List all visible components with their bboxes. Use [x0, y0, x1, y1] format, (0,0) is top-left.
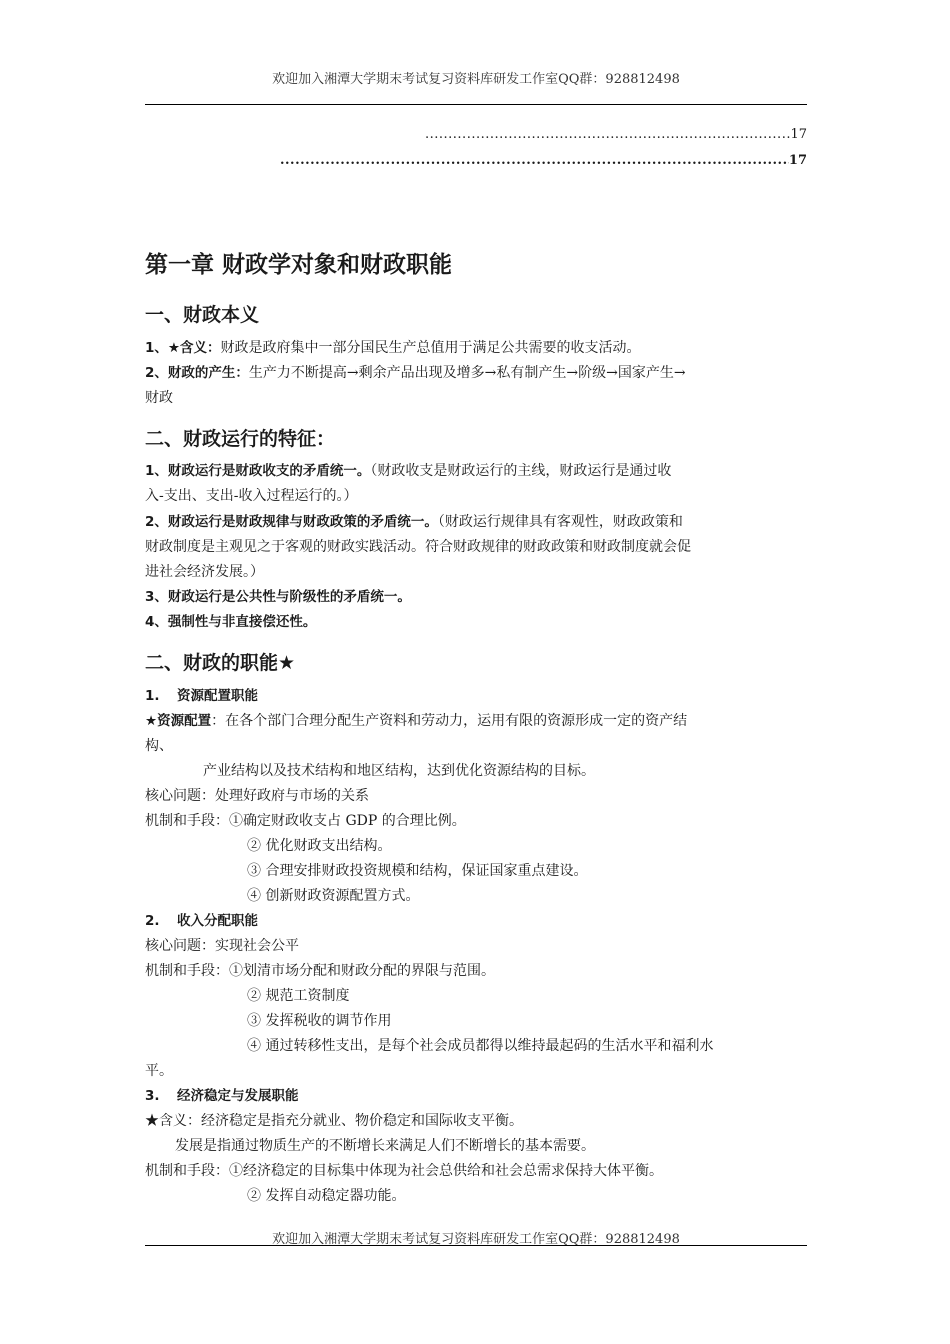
footer-divider	[145, 1245, 807, 1246]
term-text: ：在各个部门合理分配生产资料和劳动力，运用有限的资源形成一定的资产结	[211, 713, 688, 729]
term-label: ★资源配置	[145, 713, 212, 729]
item-text: 财政是政府集中一部分国民生产总值用于满足公共需要的收支活动。	[220, 340, 641, 356]
page-header: 欢迎加入湘潭大学期末考试复习资料库研发工作室QQ群：928812498	[272, 72, 680, 87]
mechanism-item: ② 发挥自动稳定器功能。	[247, 1188, 406, 1204]
item-text: （财政运行规律具有客观性，财政政策和	[437, 514, 683, 530]
section-title: 一、财政本义	[145, 304, 260, 326]
subsection-number: 2.	[145, 913, 160, 929]
mechanism-item: ④ 创新财政资源配置方式。	[247, 888, 420, 904]
item-label: 2、财政运行是财政规律与财政政策的矛盾统一。	[145, 514, 438, 530]
mechanism-label: 机制和手段：	[145, 813, 229, 829]
paragraph-continuation: 平。	[145, 1063, 173, 1079]
page-footer: 欢迎加入湘潭大学期末考试复习资料库研发工作室QQ群：928812498	[272, 1232, 680, 1247]
mechanism-line	[145, 959, 807, 984]
subsection-title: 收入分配职能	[177, 913, 258, 929]
toc-leader-dots	[425, 127, 790, 142]
subsection-heading	[145, 1084, 807, 1109]
toc-page-number: 17	[790, 127, 807, 142]
item-text: （财政收支是财政运行的主线，财政运行是通过收	[370, 463, 672, 479]
item-text: 生产力不断提高→剩余产品出现及增多→私有制产生→阶级→国家产生→	[248, 365, 686, 381]
toc-leader-dots	[280, 153, 789, 168]
subsection-number: 1.	[145, 688, 160, 704]
mechanism-line	[145, 809, 807, 834]
item-label: 1、财政运行是财政收支的矛盾统一。	[145, 463, 371, 479]
item-label: 1、★含义：	[145, 340, 221, 356]
paragraph-continuation: 财政制度是主观见之于客观的财政实践活动。符合财政规律的财政政策和财政制度就会促	[145, 539, 691, 555]
mechanism-item: ② 优化财政支出结构。	[247, 838, 392, 854]
mechanism-label: 机制和手段：	[145, 1163, 229, 1179]
mechanism-item: ③ 合理安排财政投资规模和结构，保证国家重点建设。	[247, 863, 588, 879]
paragraph-continuation: 入-支出、支出-收入过程运行的。）	[145, 488, 358, 504]
paragraph	[145, 459, 807, 484]
subsection-heading	[145, 684, 807, 709]
mechanism-item: ② 规范工资制度	[247, 988, 350, 1004]
list-item: 4、强制性与非直接偿还性。	[145, 614, 317, 630]
section-title: 二、财政运行的特征：	[145, 428, 336, 450]
definition: ★含义：经济稳定是指充分就业、物价稳定和国际收支平衡。	[145, 1113, 523, 1129]
core-issue: 核心问题：实现社会公平	[145, 938, 299, 954]
paragraph	[145, 709, 807, 734]
subsection-number: 3.	[145, 1088, 160, 1104]
paragraph	[145, 510, 807, 535]
paragraph	[145, 336, 807, 361]
mechanism-item: ④ 通过转移性支出，是每个社会成员都得以维持最起码的生活水平和福利水	[247, 1038, 714, 1054]
mechanism-item: ①经济稳定的目标集中体现为社会总供给和社会总需求保持大体平衡。	[229, 1163, 663, 1179]
mechanism-line	[145, 1159, 807, 1184]
paragraph-continuation: 进社会经济发展。）	[145, 564, 264, 580]
mechanism-item: ①划清市场分配和财政分配的界限与范围。	[229, 963, 495, 979]
header-divider	[145, 104, 807, 105]
mechanism-item: ③ 发挥税收的调节作用	[247, 1013, 392, 1029]
subsection-title: 资源配置职能	[177, 688, 258, 704]
paragraph-continuation: 产业结构以及技术结构和地区结构，达到优化资源结构的目标。	[203, 763, 595, 779]
chapter-title: 第一章 财政学对象和财政职能	[145, 252, 453, 278]
definition-continuation: 发展是指通过物质生产的不断增长来满足人们不断增长的基本需要。	[175, 1138, 595, 1154]
paragraph-continuation: 财政	[145, 390, 173, 406]
paragraph	[145, 361, 807, 386]
mechanism-label: 机制和手段：	[145, 963, 229, 979]
toc-entry[interactable]	[425, 127, 807, 142]
subsection-title: 经济稳定与发展职能	[177, 1088, 299, 1104]
core-issue: 核心问题：处理好政府与市场的关系	[145, 788, 369, 804]
section-title: 二、财政的职能★	[145, 652, 296, 674]
paragraph-continuation: 构、	[145, 738, 173, 754]
mechanism-item: ①确定财政收支占 GDP 的合理比例。	[229, 813, 466, 829]
toc-page-number: 17	[788, 153, 807, 168]
list-item: 3、财政运行是公共性与阶级性的矛盾统一。	[145, 589, 411, 605]
item-label: 2、财政的产生：	[145, 365, 249, 381]
toc-entry[interactable]	[280, 153, 807, 168]
subsection-heading	[145, 909, 807, 934]
